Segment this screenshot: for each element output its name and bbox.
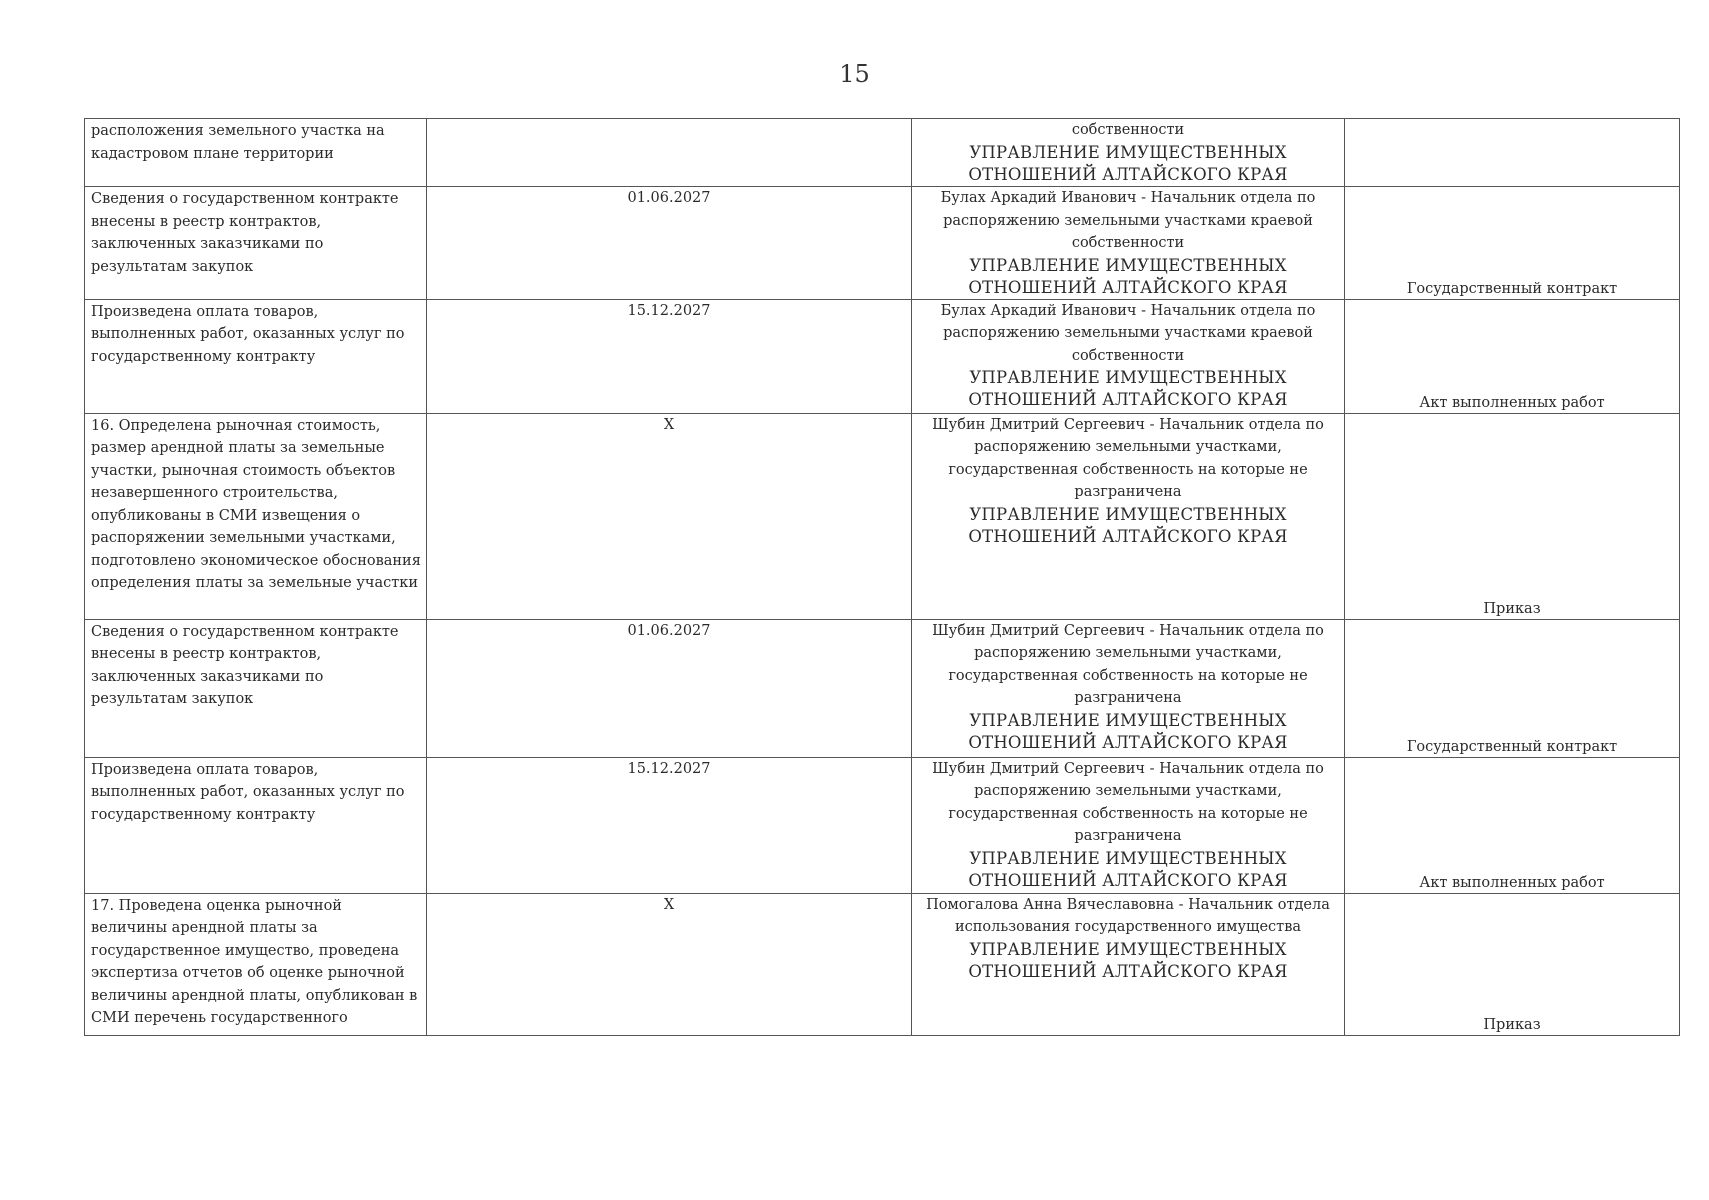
responsible-person: Булах Аркадий Иванович - Начальник отдела по распоряжению земельными участками краевой собственности — [940, 302, 1316, 364]
document-cell — [1345, 413, 1680, 619]
document-type: Акт выполненных работ — [1419, 394, 1605, 411]
responsible-person: собственности — [1071, 122, 1185, 138]
document-cell — [1345, 299, 1680, 413]
table-row — [85, 893, 1680, 1035]
table-row — [85, 187, 1680, 300]
document-type: Государственный контракт — [1406, 738, 1618, 755]
date-cell: 01.06.2027 — [427, 187, 912, 300]
table-row — [85, 119, 1680, 187]
date-cell: 15.12.2027 — [427, 757, 912, 893]
responsible-person: Шубин Дмитрий Сергеевич - Начальник отдела по распоряжению земельными участками, государственная собственность на которые не разграничена — [932, 760, 1324, 844]
responsible-person: Помогалова Анна Вячеславовна - Начальник отдела использования государственного имущества — [926, 896, 1330, 935]
event-cell: Произведена оплата товаров, выполненных работ, оказанных услуг по государственному контракту — [85, 757, 427, 893]
event-cell: Сведения о государственном контракте внесены в реестр контрактов, заключенных заказчиками по результатам закупок — [85, 619, 427, 757]
responsible-organization: УПРАВЛЕНИЕ ИМУЩЕСТВЕННЫХ ОТНОШЕНИЙ АЛТАЙСКОГО КРАЯ — [968, 142, 1288, 184]
responsible-organization: УПРАВЛЕНИЕ ИМУЩЕСТВЕННЫХ ОТНОШЕНИЙ АЛТАЙСКОГО КРАЯ — [968, 255, 1288, 297]
responsible-cell — [912, 299, 1345, 413]
page-number: 15 — [839, 60, 870, 88]
responsible-cell — [912, 893, 1345, 1035]
date-cell: X — [427, 413, 912, 619]
event-cell: Произведена оплата товаров, выполненных работ, оказанных услуг по государственному контракту — [85, 299, 427, 413]
date-cell: X — [427, 893, 912, 1035]
document-cell — [1345, 619, 1680, 757]
event-cell: расположения земельного участка на кадастровом плане территории — [85, 119, 427, 187]
document-type: Акт выполненных работ — [1419, 874, 1605, 891]
event-cell: 17. Проведена оценка рыночной величины арендной платы за государственное имущество, проведена экспертиза отчетов об оценке рыночной величины арендной платы, опубликован в СМИ перечень государственного — [85, 893, 427, 1035]
document-cell — [1345, 187, 1680, 300]
table-row — [85, 413, 1680, 619]
table-row — [85, 757, 1680, 893]
event-cell: Сведения о государственном контракте внесены в реестр контрактов, заключенных заказчиками по результатам закупок — [85, 187, 427, 300]
document-cell — [1345, 893, 1680, 1035]
responsible-person: Булах Аркадий Иванович - Начальник отдела по распоряжению земельными участками краевой собственности — [940, 190, 1316, 251]
date-cell: 01.06.2027 — [427, 619, 912, 757]
responsible-cell — [912, 119, 1345, 187]
event-cell: 16. Определена рыночная стоимость, размер арендной платы за земельные участки, рыночная стоимость объектов незавершенного строительства, опубликованы в СМИ извещения о распоряжении земельными участками, подготовлено экономическое обоснования определения платы за земельные участки — [85, 413, 427, 619]
responsible-person: Шубин Дмитрий Сергеевич - Начальник отдела по распоряжению земельными участками, государственная собственность на которые не разграничена — [932, 416, 1324, 500]
date-cell — [427, 119, 912, 187]
date-cell: 15.12.2027 — [427, 299, 912, 413]
responsible-cell — [912, 187, 1345, 300]
responsible-cell — [912, 619, 1345, 757]
responsible-cell — [912, 413, 1345, 619]
responsible-organization: УПРАВЛЕНИЕ ИМУЩЕСТВЕННЫХ ОТНОШЕНИЙ АЛТАЙСКОГО КРАЯ — [968, 848, 1288, 890]
document-type: Приказ — [1483, 1016, 1541, 1033]
document-cell — [1345, 757, 1680, 893]
document-type: Приказ — [1483, 600, 1541, 617]
responsible-cell — [912, 757, 1345, 893]
responsible-organization: УПРАВЛЕНИЕ ИМУЩЕСТВЕННЫХ ОТНОШЕНИЙ АЛТАЙСКОГО КРАЯ — [968, 368, 1288, 409]
plan-table — [84, 118, 1680, 1036]
responsible-organization: УПРАВЛЕНИЕ ИМУЩЕСТВЕННЫХ ОТНОШЕНИЙ АЛТАЙСКОГО КРАЯ — [968, 504, 1288, 546]
table-row — [85, 619, 1680, 757]
table-row — [85, 299, 1680, 413]
document-type: Государственный контракт — [1406, 280, 1618, 297]
responsible-person: Шубин Дмитрий Сергеевич - Начальник отдела по распоряжению земельными участками, государственная собственность на которые не разграничена — [932, 622, 1324, 706]
responsible-organization: УПРАВЛЕНИЕ ИМУЩЕСТВЕННЫХ ОТНОШЕНИЙ АЛТАЙСКОГО КРАЯ — [968, 939, 1288, 981]
responsible-organization: УПРАВЛЕНИЕ ИМУЩЕСТВЕННЫХ ОТНОШЕНИЙ АЛТАЙСКОГО КРАЯ — [968, 710, 1288, 752]
document-cell — [1345, 119, 1680, 187]
